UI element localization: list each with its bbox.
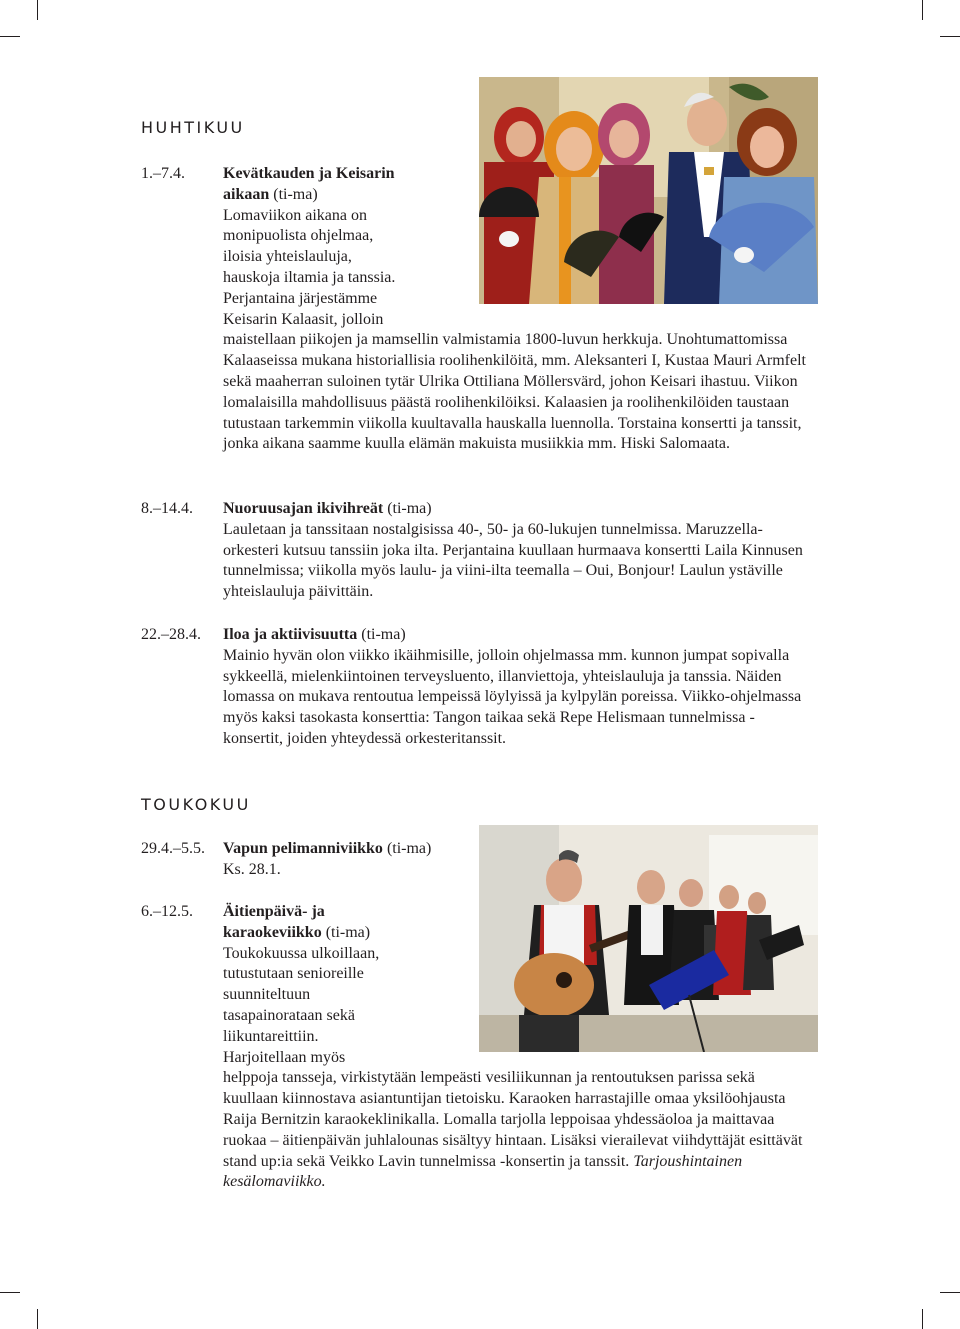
entry-description: Lomaviikon aikana on monipuolista ohjelmaa, iloisia yhteislauluja, hauskoja iltamia ja tanssia. Perjantaina järjestämme Keisarin Kalaasit, jolloin maistellaan piikojen ja mamsellin valmistamia 1800-luvun herkkuja. Unohtumattomissa Kalaaseissa mukana historiallisia roolihenkilöitä, mm. Aleksanteri I, Kustaa Mauri Armfelt sekä maaherran suloinen tytär Ulrika Ottiliana Möllersvärd, johon Keisari ihastuu. Viikon lomalaisilla mahdollisuus päästä roolihenkilöiksi. Kalaasien ja roolihenkilöiden taustaan tutustaan tarkemmin viikolla kuultavalla hauskalla luennolla. Torstaina konsertti ja tanssit, jonka aikana saamme kuulla elämän makuista musiikkia mm. Hiski Salomaata. xyxy=(223,206,806,453)
entry-date: 8.–14.4. xyxy=(141,500,193,517)
entry-title-suffix: (ti-ma) xyxy=(321,923,371,941)
entry-date: 6.–12.5. xyxy=(141,903,193,920)
entry-description-italic: Tarjoushintainen kesälomaviikko. xyxy=(223,1152,743,1191)
month-heading-toukokuu: TOUKOKUU xyxy=(141,795,251,814)
entry-description: Toukokuussa ulkoillaan, tutustutaan senioreille suunniteltuun tasapainorataan sekä liikuntareittiin. Harjoitellaan myös helppoja tansseja, virkistytään lempeästi vesiliikunnan ja rentoutuksen parissa sekä kuullaan kiinnostava asiantuntijan tietoisku. Karaoken harrastajille omaa yksilöohjausta Raija Bernitzin karaokeklinikalla. Lomalla tarjolla leppoisaa yhdessäoloa ja maittavaa ruokaa – äitienpäivän juhlalounas sisältyy hintaan. Lisäksi vierailevat viihdyttäjät esittävät stand up:ia sekä Veikko Lavin tunnelmissa -konsertin ja tanssit. xyxy=(223,944,803,1170)
entry-description: Mainio hyvän olon viikko ikäihmisille, jolloin ohjelmassa mm. kunnon jumpat sopivalla sykkeellä, mielenkiintoinen terveysluento, illanviettoja, yhteislauluja ja tanssia. Näiden lomassa on mukava rentoutua lempeissä löylyissä ja kylpylän poreissa. Viikko-ohjelmassa myös kaksi tasokasta konserttia: Tangon taikaa sekä Repe Helismaan tunnelmissa -konsertit, joiden yhteydessä orkesteritanssit. xyxy=(223,646,802,747)
entry-date: 29.4.–5.5. xyxy=(141,840,205,857)
entry-date: 22.–28.4. xyxy=(141,626,201,643)
crop-mark xyxy=(922,0,923,20)
entry-body xyxy=(223,839,458,881)
entry-title: Nuoruusajan ikivihreät xyxy=(223,500,384,517)
crop-mark xyxy=(922,1309,923,1329)
photo-wrap-space xyxy=(390,902,810,1068)
program-entry xyxy=(141,902,810,1193)
entry-text xyxy=(223,839,458,881)
program-entry xyxy=(141,625,810,750)
crop-mark xyxy=(37,0,38,20)
photo-wrap-space xyxy=(397,164,810,330)
entry-title-suffix: (ti-ma) xyxy=(383,500,432,517)
entry-title-suffix: (ti-ma) xyxy=(357,626,406,643)
entry-date: 1.–7.4. xyxy=(141,165,185,182)
entry-text xyxy=(223,625,810,750)
entry-body xyxy=(223,164,810,455)
crop-mark xyxy=(940,36,960,37)
month-heading-huhtikuu: HUHTIKUU xyxy=(141,118,245,137)
entry-title: Kevätkauden ja Keisarin aikaan xyxy=(223,165,395,203)
entry-body xyxy=(223,625,810,750)
entry-title: Vapun pelimanniviikko xyxy=(223,840,383,857)
entry-description: Lauletaan ja tanssitaan nostalgisissa 40-, 50- ja 60-lukujen tunnelmissa. Maruzzella-orkesteri kutsuu tanssiin joka ilta. Perjantaina kuullaan hurmaava konsertti Laila Kinnusen tunnelmissa; viikolla myös laulu- ja viini-ilta teemalla – Oui, Bonjour! Laulun ystäville yhteislauluja päivittäin. xyxy=(223,520,803,601)
entry-body xyxy=(223,499,810,603)
entry-title-suffix: (ti-ma) xyxy=(269,185,318,203)
crop-mark xyxy=(0,36,20,37)
entry-title: Iloa ja aktiivisuutta xyxy=(223,626,358,643)
program-entry xyxy=(141,839,810,881)
entry-title-suffix: (ti-ma) xyxy=(382,840,432,857)
entry-body xyxy=(223,902,810,1193)
crop-mark xyxy=(0,1292,20,1293)
entry-title: Äitienpäivä- ja karaokeviikko xyxy=(223,903,325,941)
program-entry xyxy=(141,164,810,455)
crop-mark xyxy=(940,1292,960,1293)
entry-description: Ks. 28.1. xyxy=(223,860,281,878)
entry-text xyxy=(223,499,810,603)
crop-mark xyxy=(37,1309,38,1329)
program-entry xyxy=(141,499,810,603)
